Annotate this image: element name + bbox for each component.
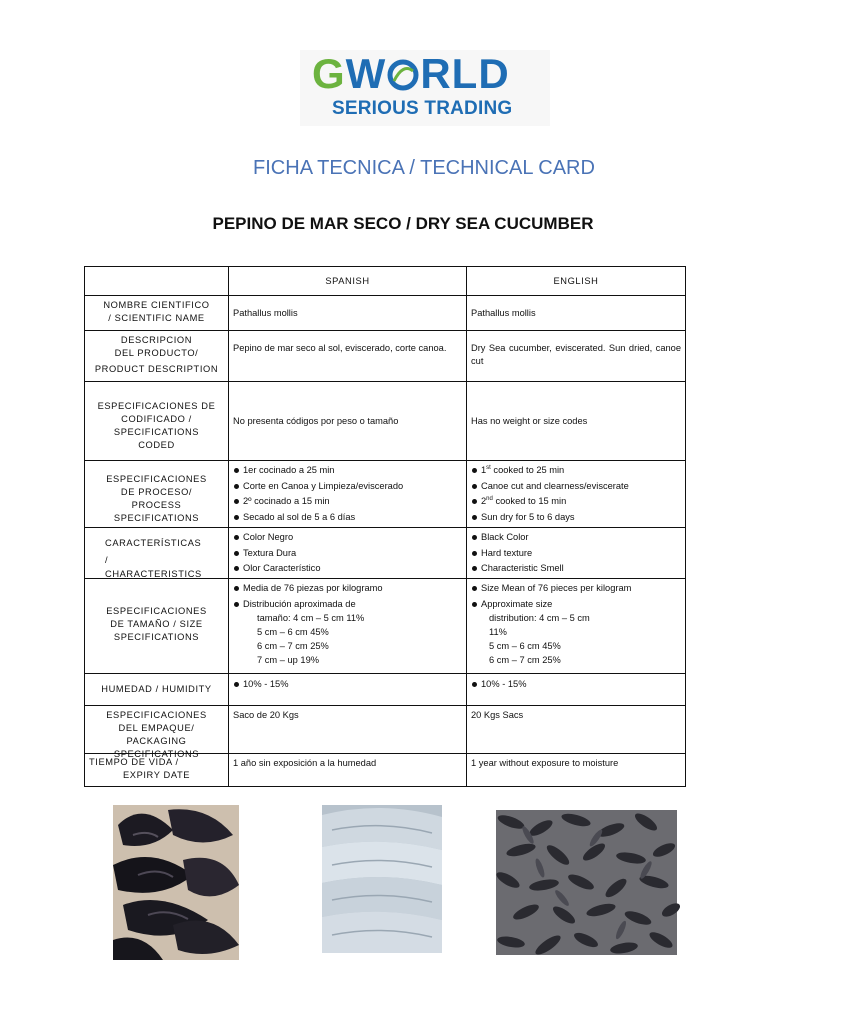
logo-g: G <box>312 50 346 97</box>
label-line: PRODUCT DESCRIPTION <box>94 364 219 374</box>
characteristics-list-english <box>471 531 681 575</box>
cell-humidity-english <box>467 674 686 706</box>
ordinal-suffix: nd <box>486 496 493 502</box>
cell-expiry-english: 1 year without exposure to moisture <box>467 754 686 787</box>
list-item: Size Mean of 76 pieces per kilogram <box>471 582 681 595</box>
header-english: ENGLISH <box>467 267 686 296</box>
label-line: CODED <box>138 440 175 450</box>
table-row <box>85 382 686 461</box>
list-item: Distribución aproximada de <box>233 598 462 611</box>
cell-size-spanish <box>229 579 467 674</box>
list-item: 10% - 15% <box>471 678 681 691</box>
row-label-scientific <box>85 296 229 331</box>
list-item: 1er cocinado a 25 min <box>233 464 462 477</box>
table-row <box>85 296 686 331</box>
document-title: FICHA TECNICA / TECHNICAL CARD <box>253 157 595 179</box>
size-line: 6 cm – 7 cm 25% <box>257 640 329 651</box>
size-line: 6 cm – 7 cm 25% <box>489 654 561 665</box>
size-line: 5 cm – 6 cm 45% <box>257 626 329 637</box>
size-line: tamaño: 4 cm – 5 cm 11% <box>257 612 365 623</box>
process-list-english <box>471 464 681 524</box>
row-label-process <box>85 461 229 528</box>
label-line: EXPIRY DATE <box>122 770 191 780</box>
table-row <box>85 674 686 706</box>
cell-description-english: Dry Sea cucumber, eviscerated. Sun dried, canoe cut <box>467 331 686 382</box>
list-item: 10% - 15% <box>233 678 462 691</box>
cell-description-spanish: Pepino de mar seco al sol, eviscerado, corte canoa. <box>229 331 467 382</box>
humidity-list-spanish <box>233 678 462 691</box>
list-item: Hard texture <box>471 547 681 560</box>
globe-icon <box>387 59 419 91</box>
list-item: Approximate size <box>471 598 681 611</box>
label-line: / SCIENTIFIC NAME <box>108 313 205 323</box>
label-line: SPECIFICATIONS <box>113 749 200 759</box>
logo-wordmark <box>312 52 510 96</box>
label-line: ESPECIFICACIONES DE <box>97 401 216 411</box>
cell-size-english <box>467 579 686 674</box>
label-line: SPECIFICATIONS <box>113 427 200 437</box>
list-item <box>471 464 681 477</box>
header-spanish: SPANISH <box>229 267 467 296</box>
label-line: DEL EMPAQUE/ <box>118 723 195 733</box>
label-line: CHARACTERISTICS <box>105 569 202 579</box>
size-list-spanish <box>233 582 462 611</box>
table-row <box>85 754 686 787</box>
row-label-characteristics <box>85 528 229 579</box>
characteristics-list-spanish <box>233 531 462 575</box>
photo-packaging-sacks <box>322 805 442 953</box>
header-empty-cell <box>85 267 229 296</box>
spec-table <box>84 266 686 787</box>
list-item: Sun dry for 5 to 6 days <box>471 511 681 524</box>
cell-process-spanish <box>229 461 467 528</box>
cell-process-english <box>467 461 686 528</box>
cell-characteristics-spanish <box>229 528 467 579</box>
table-row <box>85 331 686 382</box>
logo-rld: RLD <box>420 50 510 97</box>
packaging-label-clip <box>89 709 224 759</box>
label-line: PACKAGING <box>126 736 187 746</box>
bulk-sea-cucumbers-image <box>496 810 677 955</box>
list-item: Black Color <box>471 531 681 544</box>
photo-sea-cucumber-bulk <box>496 810 677 955</box>
table-row <box>85 706 686 754</box>
row-label-size <box>85 579 229 674</box>
label-line: ESPECIFICACIONES <box>106 710 207 720</box>
row-label-humidity: HUMEDAD / HUMIDITY <box>85 674 229 706</box>
list-item: Color Negro <box>233 531 462 544</box>
sea-cucumber-pile-image <box>113 805 239 960</box>
label-line: TIEMPO DE VIDA / <box>89 757 179 767</box>
table-row <box>85 579 686 674</box>
process-list-spanish <box>233 464 462 524</box>
sacks-image <box>322 805 442 953</box>
humidity-list-english <box>471 678 681 691</box>
ordinal-suffix: st <box>486 465 491 471</box>
list-item-text: cooked to 15 min <box>492 496 567 506</box>
cell-coded-spanish: No presenta códigos por peso o tamaño <box>229 382 467 461</box>
label-line: CARACTERÍSTICAS <box>105 538 202 548</box>
list-item: Textura Dura <box>233 547 462 560</box>
label-line: ESPECIFICACIONES <box>106 606 207 616</box>
table-row <box>85 528 686 579</box>
logo-tagline: SERIOUS TRADING <box>332 98 513 119</box>
product-title: PEPINO DE MAR SECO / DRY SEA CUCUMBER <box>212 214 594 233</box>
label-line: DESCRIPCION <box>120 335 193 345</box>
list-item: Canoe cut and clearness/eviscerate <box>471 480 681 493</box>
label-line: CODIFICADO / <box>121 414 192 424</box>
row-label-description <box>85 331 229 382</box>
label-line: DE TAMAÑO / SIZE <box>110 619 203 629</box>
cell-expiry-spanish: 1 año sin exposición a la humedad <box>229 754 467 787</box>
ordinal: 2 <box>481 496 487 506</box>
cell-packaging-spanish: Saco de 20 Kgs <box>229 706 467 754</box>
table-header-row <box>85 267 686 296</box>
label-line: NOMBRE CIENTIFICO <box>103 300 210 310</box>
cell-scientific-spanish: Pathallus mollis <box>229 296 467 331</box>
size-line: distribution: 4 cm – 5 cm <box>489 612 590 623</box>
list-item: Olor Característico <box>233 562 462 575</box>
ordinal: 1 <box>481 465 487 475</box>
label-line: / <box>105 555 109 565</box>
label-line: PROCESS <box>131 500 182 510</box>
row-label-packaging <box>85 706 229 759</box>
list-item: 2º cocinado a 15 min <box>233 495 462 508</box>
logo-rest: W <box>345 50 387 97</box>
list-item <box>471 495 681 508</box>
table-row <box>85 461 686 528</box>
cell-humidity-spanish <box>229 674 467 706</box>
list-item: Secado al sol de 5 a 6 días <box>233 511 462 524</box>
list-item: Media de 76 piezas por kilogramo <box>233 582 462 595</box>
photo-dried-sea-cucumbers <box>113 805 239 960</box>
label-line: SPECIFICATIONS <box>113 513 200 523</box>
cell-packaging-english: 20 Kgs Sacs <box>467 706 686 754</box>
company-logo <box>300 50 550 126</box>
size-line: 7 cm – up 19% <box>257 654 320 665</box>
row-label-expiry <box>85 754 229 787</box>
size-line: 5 cm – 6 cm 45% <box>489 640 561 651</box>
label-line: SPECIFICATIONS <box>113 632 200 642</box>
size-line: 11% <box>489 626 507 637</box>
label-line: DE PROCESO/ <box>120 487 193 497</box>
list-item: Characteristic Smell <box>471 562 681 575</box>
size-list-english <box>471 582 681 611</box>
list-item: Corte en Canoa y Limpieza/eviscerado <box>233 480 462 493</box>
row-label-coded <box>85 382 229 461</box>
cell-characteristics-english <box>467 528 686 579</box>
cell-scientific-english: Pathallus mollis <box>467 296 686 331</box>
label-line: ESPECIFICACIONES <box>106 474 207 484</box>
label-line: DEL PRODUCTO/ <box>114 348 199 358</box>
cell-coded-english: Has no weight or size codes <box>467 382 686 461</box>
list-item-text: cooked to 25 min <box>490 465 565 475</box>
